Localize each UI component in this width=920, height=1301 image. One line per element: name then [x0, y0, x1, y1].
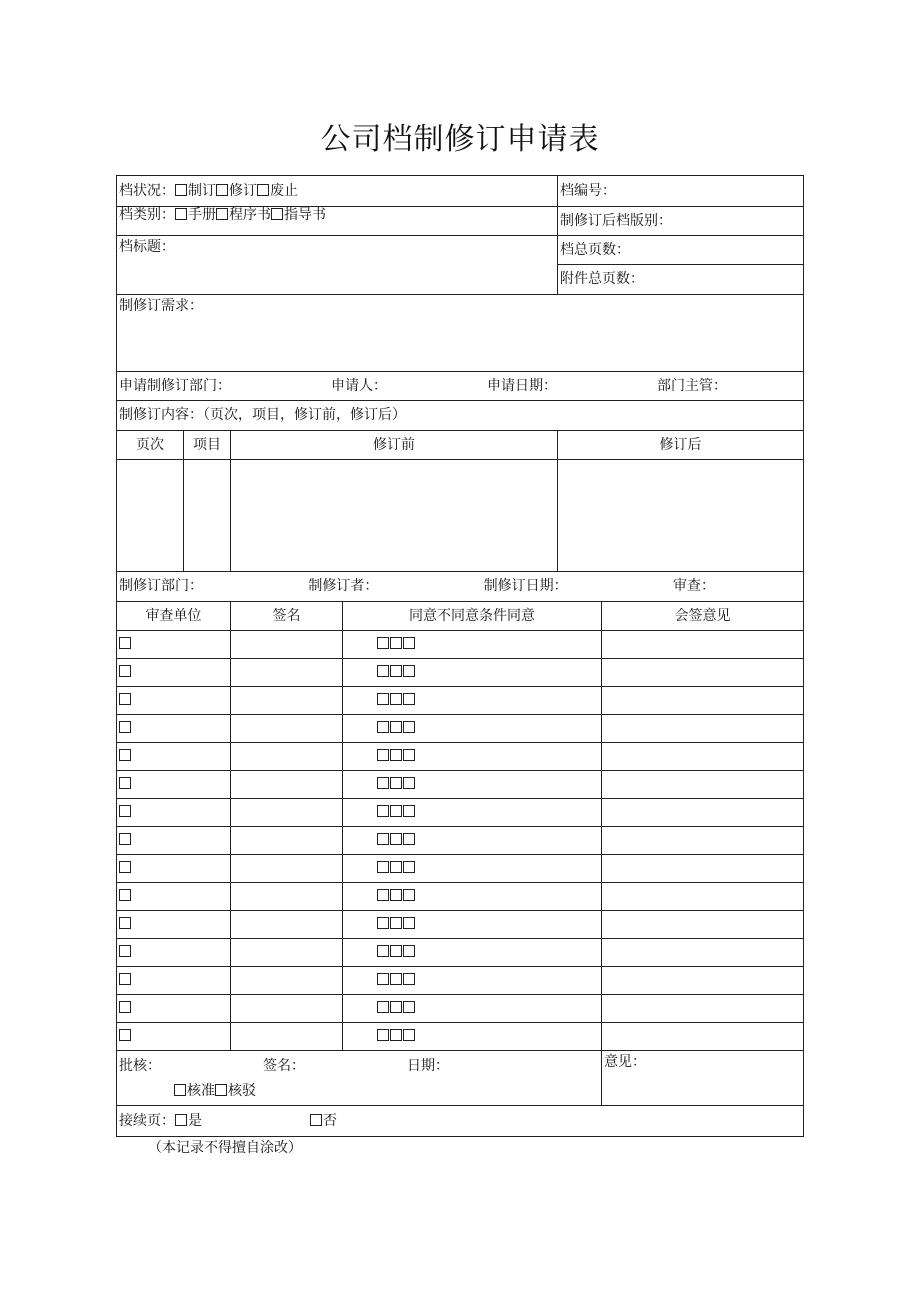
conditional-agree-checkbox[interactable]	[403, 973, 415, 985]
review-unit-cell[interactable]	[117, 939, 231, 967]
review-opinion-cell[interactable]	[602, 911, 804, 939]
requirement-field[interactable]: 制修订需求：	[117, 295, 804, 372]
conditional-agree-checkbox[interactable]	[403, 665, 415, 677]
agree-checkbox[interactable]	[377, 1029, 389, 1041]
total-pages-field[interactable]: 档总页数：	[558, 236, 804, 265]
date-label: 日期：	[407, 1058, 449, 1074]
review-sign-cell[interactable]	[231, 659, 343, 687]
col-header-item: 项目	[184, 431, 231, 460]
review-unit-cell[interactable]	[117, 827, 231, 855]
review-row	[117, 771, 804, 799]
status-option-abolish[interactable]: 废止	[257, 183, 298, 200]
disagree-checkbox[interactable]	[390, 833, 402, 845]
review-header-sign: 签名	[231, 602, 343, 631]
review-agree-cell	[343, 967, 602, 995]
agree-checkbox[interactable]	[377, 945, 389, 957]
content-label: 制修订内容：（页次，项目，修订前，修订后）	[117, 401, 804, 431]
review-agree-cell	[343, 743, 602, 771]
type-option-manual[interactable]: 手册	[175, 207, 216, 224]
review-sign-cell[interactable]	[231, 967, 343, 995]
conditional-agree-checkbox[interactable]	[403, 945, 415, 957]
review-unit-cell[interactable]	[117, 855, 231, 883]
disagree-checkbox[interactable]	[390, 777, 402, 789]
conditional-agree-checkbox[interactable]	[403, 917, 415, 929]
disagree-checkbox[interactable]	[390, 889, 402, 901]
reviser-label: 制修订者：	[308, 578, 379, 594]
page-title: 公司档制修订申请表	[320, 122, 600, 157]
checkbox-icon[interactable]	[119, 665, 131, 677]
checkbox-icon[interactable]	[119, 693, 131, 705]
review-opinion-cell[interactable]	[602, 659, 804, 687]
review-unit-cell[interactable]	[117, 995, 231, 1023]
version-field[interactable]: 制修订后档版别：	[558, 207, 804, 236]
doc-title-field[interactable]: 档标题：	[117, 236, 558, 295]
checkbox-icon[interactable]	[119, 861, 131, 873]
review-unit-cell[interactable]	[117, 659, 231, 687]
checkbox-icon[interactable]	[119, 833, 131, 845]
footer-note: （本记录不得擅自涂改）	[148, 1140, 302, 1156]
review-agree-cell	[343, 799, 602, 827]
content-item-cell[interactable]	[184, 460, 231, 572]
review-opinion-cell[interactable]	[602, 967, 804, 995]
review-unit-cell[interactable]	[117, 911, 231, 939]
review-sign-cell[interactable]	[231, 855, 343, 883]
review-opinion-cell[interactable]	[602, 771, 804, 799]
continuation-yes[interactable]: 是	[175, 1113, 202, 1130]
checkbox-icon[interactable]	[119, 777, 131, 789]
sign-label: 签名：	[263, 1058, 305, 1074]
content-after-cell[interactable]	[558, 460, 804, 572]
review-row	[117, 995, 804, 1023]
disagree-checkbox[interactable]	[390, 917, 402, 929]
review-sign-cell[interactable]	[231, 687, 343, 715]
checkbox-icon	[215, 1084, 227, 1096]
review-unit-cell[interactable]	[117, 799, 231, 827]
continuation-no[interactable]: 否	[310, 1113, 337, 1130]
agree-checkbox[interactable]	[377, 917, 389, 929]
review-sign-cell[interactable]	[231, 799, 343, 827]
review-unit-cell[interactable]	[117, 631, 231, 659]
conditional-agree-checkbox[interactable]	[403, 889, 415, 901]
doc-status-label: 档状况：	[119, 182, 175, 199]
review-header-agree: 同意不同意条件同意	[343, 602, 602, 631]
checkbox-icon	[271, 208, 283, 220]
checkbox-icon[interactable]	[119, 637, 131, 649]
disagree-checkbox[interactable]	[390, 973, 402, 985]
disagree-checkbox[interactable]	[390, 861, 402, 873]
checkbox-icon	[216, 184, 228, 196]
revise-date-label: 制修订日期：	[483, 578, 568, 594]
applicant-label: 申请人：	[331, 377, 387, 394]
supervisor-label: 部门主管：	[657, 377, 727, 394]
disagree-checkbox[interactable]	[390, 1029, 402, 1041]
conditional-agree-checkbox[interactable]	[403, 805, 415, 817]
review-agree-cell	[343, 771, 602, 799]
agree-checkbox[interactable]	[377, 665, 389, 677]
agree-checkbox[interactable]	[377, 637, 389, 649]
conditional-agree-checkbox[interactable]	[403, 777, 415, 789]
review-agree-cell	[343, 715, 602, 743]
agree-checkbox[interactable]	[377, 777, 389, 789]
review-opinion-cell[interactable]	[602, 939, 804, 967]
content-page-cell[interactable]	[117, 460, 184, 572]
review-row	[117, 715, 804, 743]
type-option-guide[interactable]: 指导书	[271, 207, 326, 224]
review-sign-cell[interactable]	[231, 883, 343, 911]
review-agree-cell	[343, 939, 602, 967]
revise-dept-label: 制修订部门：	[119, 578, 203, 594]
checkbox-icon[interactable]	[119, 1001, 131, 1013]
disagree-checkbox[interactable]	[390, 805, 402, 817]
review-row	[117, 1023, 804, 1051]
checkbox-icon[interactable]	[119, 973, 131, 985]
review-unit-cell[interactable]	[117, 1023, 231, 1051]
review-agree-cell	[343, 911, 602, 939]
agree-checkbox[interactable]	[377, 805, 389, 817]
conditional-agree-checkbox[interactable]	[403, 749, 415, 761]
review-row	[117, 967, 804, 995]
disagree-checkbox[interactable]	[390, 637, 402, 649]
approval-opinion-field[interactable]: 意见：	[602, 1051, 804, 1106]
checkbox-icon[interactable]	[119, 1029, 131, 1041]
review-sign-cell[interactable]	[231, 911, 343, 939]
review-sign-cell[interactable]	[231, 827, 343, 855]
doc-type-cell	[117, 207, 558, 236]
review-sign-cell[interactable]	[231, 939, 343, 967]
review-unit-cell[interactable]	[117, 743, 231, 771]
review-header-unit: 审查单位	[117, 602, 231, 631]
checkbox-icon	[216, 208, 228, 220]
checkbox-icon	[257, 184, 269, 196]
continuation-label: 接续页：	[119, 1112, 175, 1129]
review-agree-cell	[343, 687, 602, 715]
status-option-revise[interactable]: 修订	[216, 183, 257, 200]
review-row	[117, 743, 804, 771]
review-row	[117, 799, 804, 827]
review-opinion-cell[interactable]	[602, 827, 804, 855]
checkbox-icon[interactable]	[119, 889, 131, 901]
disagree-checkbox[interactable]	[390, 1001, 402, 1013]
col-header-after: 修订后	[558, 431, 804, 460]
checkbox-icon[interactable]	[119, 721, 131, 733]
review-opinion-cell[interactable]	[602, 743, 804, 771]
review-row	[117, 827, 804, 855]
doc-number-field[interactable]: 档编号：	[558, 176, 804, 207]
agree-checkbox[interactable]	[377, 1001, 389, 1013]
review-unit-cell[interactable]	[117, 967, 231, 995]
col-header-page: 页次	[117, 431, 184, 460]
revise-row	[117, 572, 804, 602]
review-row	[117, 911, 804, 939]
conditional-agree-checkbox[interactable]	[403, 637, 415, 649]
review-opinion-cell[interactable]	[602, 995, 804, 1023]
apply-dept-label: 申请制修订部门：	[119, 377, 231, 394]
revision-request-form	[116, 175, 804, 1137]
status-option-draft[interactable]: 制订	[175, 183, 216, 200]
agree-checkbox[interactable]	[377, 889, 389, 901]
disagree-checkbox[interactable]	[390, 945, 402, 957]
review-unit-cell[interactable]	[117, 883, 231, 911]
review-agree-cell	[343, 631, 602, 659]
conditional-agree-checkbox[interactable]	[403, 833, 415, 845]
review-label: 审查：	[672, 578, 715, 594]
checkbox-icon	[175, 184, 187, 196]
checkbox-icon	[174, 1084, 186, 1096]
review-agree-cell	[343, 883, 602, 911]
review-agree-cell	[343, 995, 602, 1023]
conditional-agree-checkbox[interactable]	[403, 1001, 415, 1013]
checkbox-icon[interactable]	[119, 917, 131, 929]
checkbox-icon[interactable]	[119, 805, 131, 817]
review-agree-cell	[343, 659, 602, 687]
agree-checkbox[interactable]	[377, 749, 389, 761]
disagree-checkbox[interactable]	[390, 693, 402, 705]
review-opinion-cell[interactable]	[602, 715, 804, 743]
doc-status-cell	[117, 176, 558, 207]
review-opinion-cell[interactable]	[602, 883, 804, 911]
review-sign-cell[interactable]	[231, 743, 343, 771]
review-sign-cell[interactable]	[231, 1023, 343, 1051]
content-before-cell[interactable]	[231, 460, 558, 572]
review-sign-cell[interactable]	[231, 631, 343, 659]
apply-row	[117, 372, 804, 401]
doc-type-label: 档类别：	[119, 207, 175, 223]
review-opinion-cell[interactable]	[602, 687, 804, 715]
checkbox-icon	[175, 1114, 187, 1126]
disagree-checkbox[interactable]	[390, 749, 402, 761]
review-row	[117, 855, 804, 883]
review-row	[117, 883, 804, 911]
agree-checkbox[interactable]	[377, 833, 389, 845]
review-opinion-cell[interactable]	[602, 1023, 804, 1051]
conditional-agree-checkbox[interactable]	[403, 693, 415, 705]
disagree-checkbox[interactable]	[390, 665, 402, 677]
conditional-agree-checkbox[interactable]	[403, 1029, 415, 1041]
review-opinion-cell[interactable]	[602, 799, 804, 827]
review-row	[117, 631, 804, 659]
review-sign-cell[interactable]	[231, 995, 343, 1023]
review-row	[117, 939, 804, 967]
reject-option[interactable]: 核驳	[215, 1083, 256, 1100]
disagree-checkbox[interactable]	[390, 721, 402, 733]
review-row	[117, 687, 804, 715]
review-opinion-cell[interactable]	[602, 855, 804, 883]
col-header-before: 修订前	[231, 431, 558, 460]
approve-label: 批核：	[119, 1058, 161, 1074]
type-option-procedure[interactable]: 程序书	[216, 207, 271, 224]
approve-option[interactable]: 核准	[174, 1083, 215, 1100]
attachment-pages-field[interactable]: 附件总页数：	[558, 265, 804, 295]
review-agree-cell	[343, 1023, 602, 1051]
conditional-agree-checkbox[interactable]	[403, 861, 415, 873]
checkbox-icon	[175, 208, 187, 220]
continuation-row	[117, 1106, 804, 1137]
approval-cell	[117, 1051, 602, 1106]
checkbox-icon[interactable]	[119, 749, 131, 761]
agree-checkbox[interactable]	[377, 861, 389, 873]
review-header-opinion: 会签意见	[602, 602, 804, 631]
review-sign-cell[interactable]	[231, 771, 343, 799]
checkbox-icon	[310, 1114, 322, 1126]
apply-date-label: 申请日期：	[487, 377, 557, 394]
review-unit-cell[interactable]	[117, 687, 231, 715]
agree-checkbox[interactable]	[377, 721, 389, 733]
review-row	[117, 659, 804, 687]
review-unit-cell[interactable]	[117, 715, 231, 743]
checkbox-icon[interactable]	[119, 945, 131, 957]
agree-checkbox[interactable]	[377, 693, 389, 705]
review-sign-cell[interactable]	[231, 715, 343, 743]
conditional-agree-checkbox[interactable]	[403, 721, 415, 733]
review-unit-cell[interactable]	[117, 771, 231, 799]
agree-checkbox[interactable]	[377, 973, 389, 985]
review-agree-cell	[343, 855, 602, 883]
review-agree-cell	[343, 827, 602, 855]
review-opinion-cell[interactable]	[602, 631, 804, 659]
